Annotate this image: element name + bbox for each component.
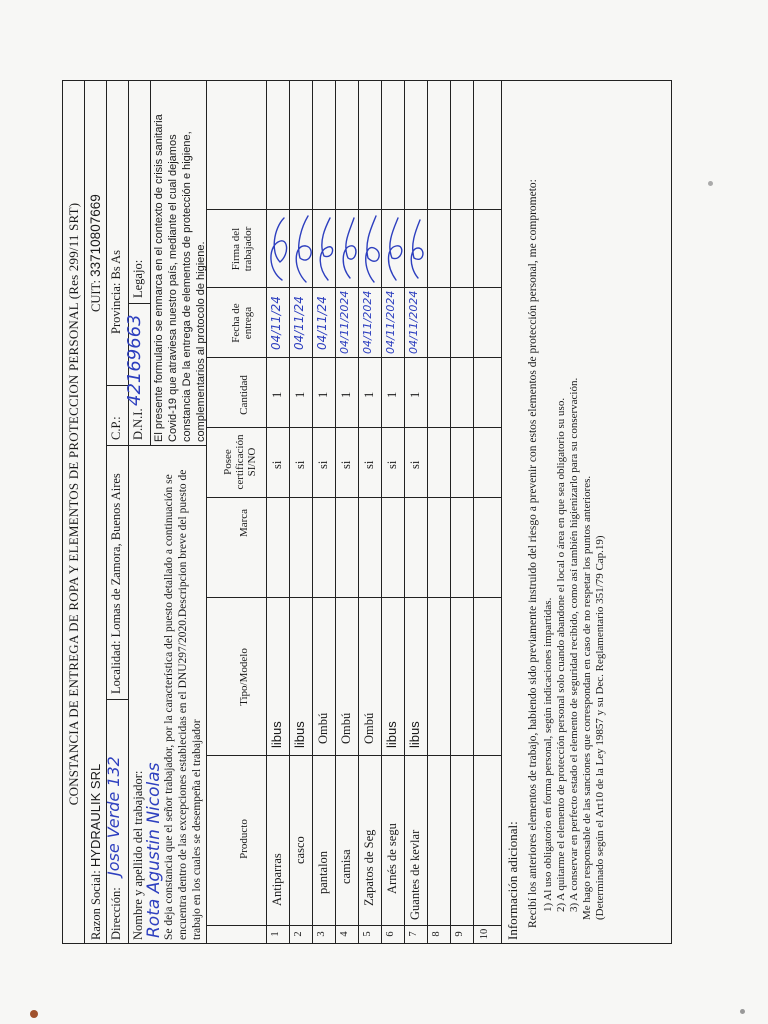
row-cantidad: 1 (316, 391, 330, 398)
row-tipo: Ombú (362, 712, 376, 744)
row-number: 2 (293, 931, 304, 937)
referencia-ley: (Determinado según el Art10 de la Ley 19857 y su Dec. Reglamentario 351/79 Cap.19) (594, 535, 606, 920)
row-producto: Arnés de segu (385, 823, 399, 894)
header-firma: Firma del trabajador (230, 226, 254, 272)
form-title: CONSTANCIA DE ENTREGA DE ROPA Y ELEMENTOS DE PROTECCION PERSONAL (Res 299/11 SRT) (66, 202, 81, 806)
header-tipo: Tipo/Modelo (238, 648, 250, 706)
row-fecha: 04/11/2024 (338, 290, 351, 354)
worker-signatures (266, 210, 430, 288)
dni-label: D.N.I. (131, 408, 145, 440)
row-number: 7 (408, 931, 419, 937)
header-marca: Marca (238, 508, 250, 538)
row-number: 3 (316, 931, 327, 937)
legajo: Legajo: (131, 259, 145, 298)
scan-speck (30, 1010, 38, 1018)
row-tipo: libus (269, 721, 284, 748)
row-cert: si (408, 460, 422, 469)
row-producto: Antiparras (270, 853, 284, 906)
row-producto: casco (293, 836, 307, 864)
razon-social: Razon Social: HYDRAULIK SRL (88, 763, 103, 940)
compromiso-item: 2) A quitarme el elemento de protección personal solo cuando abandone el local o área en que sea obligatorio su uso. (555, 397, 567, 912)
row-cantidad: 1 (362, 391, 376, 398)
row-fecha: 04/11/2024 (407, 290, 420, 354)
row-cantidad: 1 (270, 391, 284, 398)
row-cert: si (362, 460, 376, 469)
row-cantidad: 1 (408, 391, 422, 398)
codigo-postal: C.P.: (109, 416, 123, 440)
row-producto: Zapatos de Seg (362, 829, 376, 906)
header-cantidad: Cantidad (238, 375, 250, 415)
localidad: Localidad: Lomas de Zamora, Buenos Aires (109, 473, 123, 694)
header-certificacion: Posee certificación SI/NO (222, 434, 258, 490)
row-fecha: 04/11/2024 (361, 290, 374, 354)
row-cert: si (316, 460, 330, 469)
header-producto: Producto (238, 819, 250, 859)
row-tipo: libus (384, 721, 399, 748)
header-fecha: Fecha de entrega (230, 303, 254, 343)
responsabilidad: Me hago responsable de las sanciones que correspondan en caso de no respetar los puntos anteriores. (581, 475, 593, 920)
row-number: 1 (270, 931, 281, 937)
row-number: 8 (431, 931, 442, 937)
direccion: Dirección: (109, 887, 123, 940)
compromiso-item: 1) Al uso obligatorio en forma personal, según indicaciones impartidas. (542, 597, 554, 912)
dni-value: 42169663 (124, 314, 145, 406)
row-fecha: 04/11/24 (315, 296, 329, 350)
row-number: 5 (362, 931, 373, 937)
constancia-text: Se deja constancia que el señor trabajador, por la característica del puesto detallado a continuación se encuentra dentro de las excepciones establecidas en el DNU297/2020.Descripcion breve del puesto de trabajo en los cuales se desempeña el trabajador (163, 469, 203, 940)
row-producto: camisa (339, 849, 353, 884)
scan-speck (740, 1009, 745, 1014)
info-adicional: Información adicional: (505, 821, 520, 940)
row-cantidad: 1 (339, 391, 353, 398)
scan-speck (708, 181, 713, 186)
row-producto: pantalon (316, 850, 330, 894)
covid-text: El presente formulario se enmarca en el contexto de crisis sanitaria Covid-19 que atraviesa nuestro país, mediante el cual dejamos constancia De la entrega de elementos de protección e higiene, complementarios al protocolo de higiene. (153, 114, 207, 442)
row-cantidad: 1 (385, 391, 399, 398)
row-fecha: 04/11/2024 (384, 290, 397, 354)
row-tipo: Ombú (316, 712, 330, 744)
row-number: 9 (454, 931, 465, 937)
row-cert: si (385, 460, 399, 469)
row-tipo: libus (407, 721, 422, 748)
row-number: 6 (385, 931, 396, 937)
compromiso-intro: Recibí los anteriores elementos de trabajo, habiendo sido previamente instruido del riesgo a prevenir con estos elementos de protección personal, me comprometo: (527, 179, 539, 928)
nombre-label: Nombre y apellido del trabajador: (131, 770, 145, 940)
row-fecha: 04/11/24 (292, 296, 306, 350)
compromiso-item: 3) A conservar en perfecto estado el elemento de seguridad recibido, como así también higienizarlo para su conservación. (568, 377, 580, 912)
row-cert: si (270, 460, 284, 469)
provincia: Provincia: Bs As (109, 249, 123, 334)
row-cert: si (339, 460, 353, 469)
nombre-value: Rota Agustin Nicolas (144, 762, 164, 938)
row-tipo: libus (292, 721, 307, 748)
row-cantidad: 1 (293, 391, 307, 398)
cuit: CUIT: 33710807669 (88, 194, 103, 312)
row-number: 4 (339, 931, 350, 937)
direccion-value: Jose Verde 132 (104, 756, 123, 876)
row-fecha: 04/11/24 (269, 296, 283, 350)
row-tipo: Ombú (339, 712, 353, 744)
row-cert: si (293, 460, 307, 469)
row-producto: Guantes de kevlar (408, 829, 422, 920)
row-number: 10 (479, 928, 490, 940)
